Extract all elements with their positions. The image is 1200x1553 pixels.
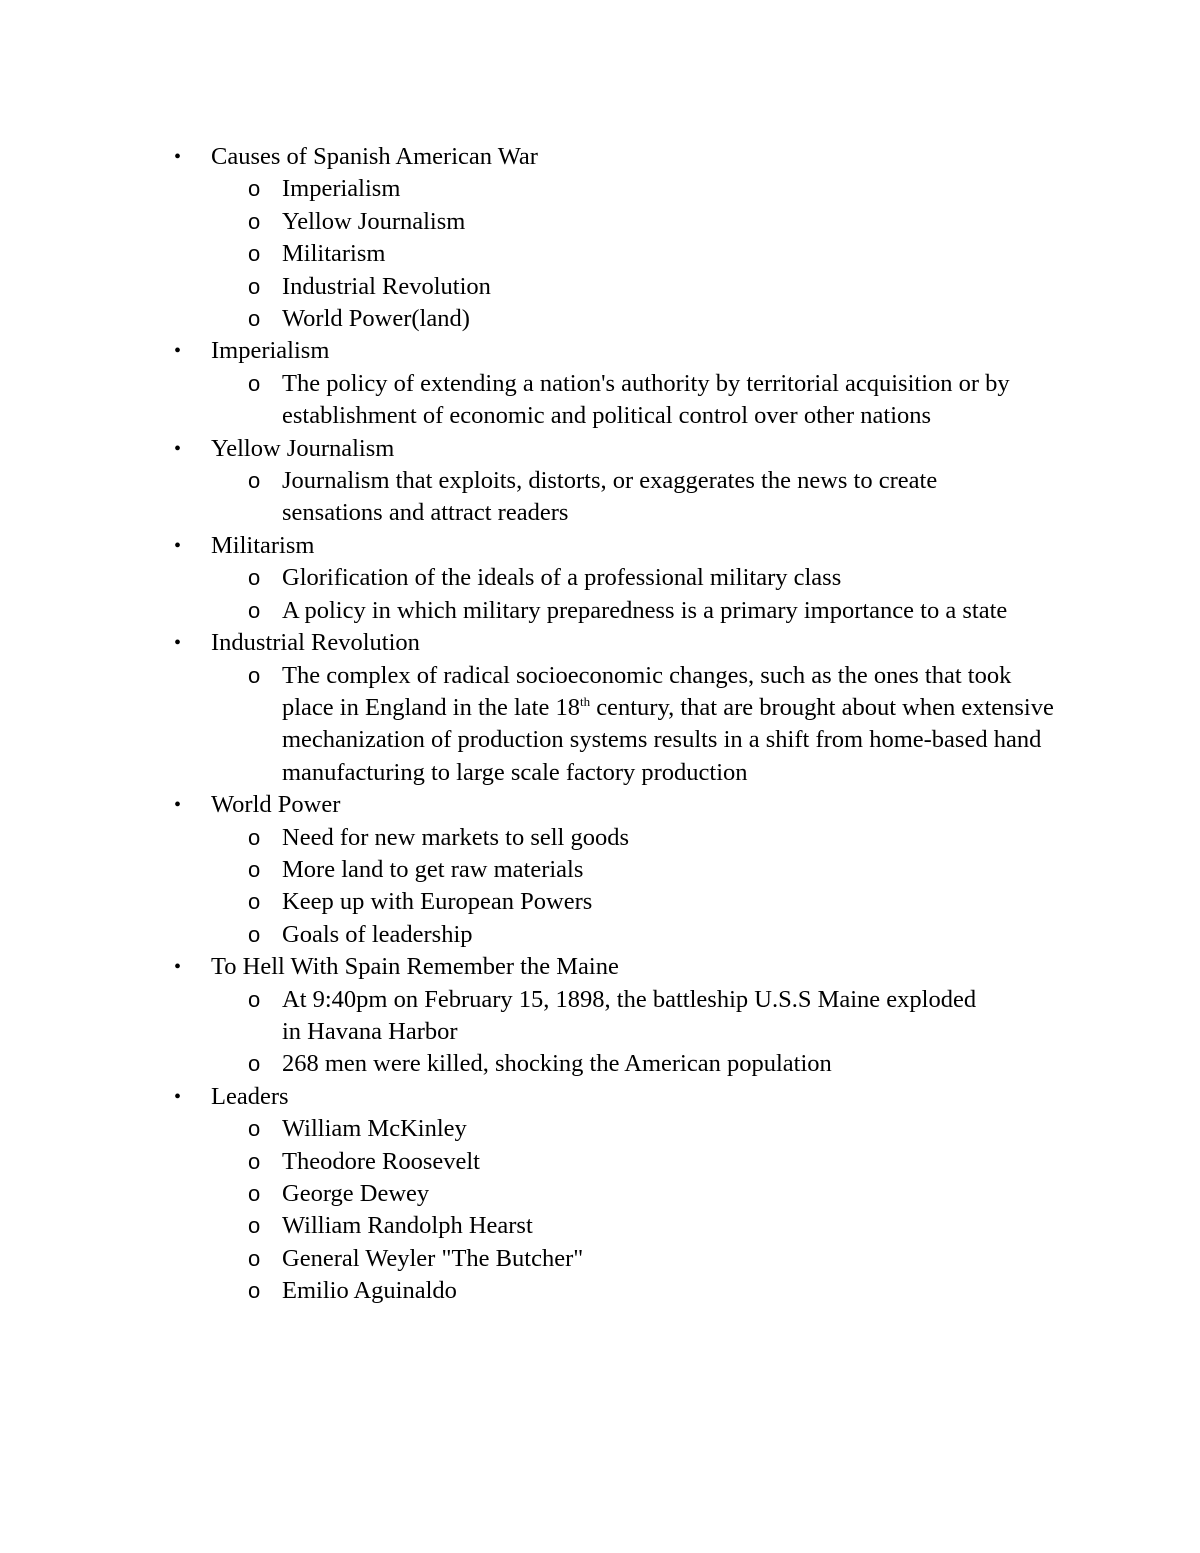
sub-item-text (282, 662, 1054, 786)
sub-item (172, 919, 1072, 951)
sub-item-text: William Randolph Hearst (282, 1212, 533, 1240)
sub-item-text: Militarism (282, 240, 386, 268)
definition-text-start: The complex of radical socioeconomic changes, such as the ones that took place in England in the late 18 (282, 661, 1012, 721)
sub-item-text: Yellow Journalism (282, 207, 466, 235)
item-label: World Power (211, 791, 341, 819)
circle-bullet-icon: o (248, 370, 261, 396)
sub-item (172, 562, 1072, 594)
sub-item-text: Journalism that exploits, distorts, or exaggerates the news to create sensations and attract readers (282, 467, 938, 527)
sub-item (172, 465, 1027, 530)
outline-item-militarism (172, 530, 1072, 627)
sub-item (172, 1146, 1072, 1178)
circle-bullet-icon: o (248, 824, 261, 850)
sub-item (172, 271, 1072, 303)
definition-text-end: century, that are brought about when extensive mechanization of production systems results in a shift from home-based hand manufacturing to large scale factory production (282, 693, 1054, 786)
sub-item (172, 1113, 1072, 1145)
sub-item (172, 1275, 1072, 1307)
outline-item-causes (172, 141, 1072, 335)
sub-item (172, 368, 1052, 433)
outline-item-yellow-journalism (172, 433, 1072, 530)
circle-bullet-icon: o (248, 241, 261, 267)
circle-bullet-icon: o (248, 889, 261, 915)
sub-item (172, 303, 1072, 335)
bullet-icon: • (174, 340, 182, 363)
circle-bullet-icon: o (248, 1245, 261, 1271)
circle-bullet-icon: o (248, 208, 261, 234)
sub-item-text: Goals of leadership (282, 920, 473, 948)
sub-item-text: More land to get raw materials (282, 855, 584, 883)
circle-bullet-icon: o (248, 662, 261, 688)
bullet-icon: • (174, 1085, 182, 1108)
sub-item (172, 173, 1072, 205)
sub-item-text: World Power(land) (282, 305, 470, 333)
sub-item (172, 595, 1052, 627)
bullet-icon: • (174, 794, 182, 817)
sub-item-text: A policy in which military preparedness is a primary importance to a state (282, 596, 1008, 624)
sub-item (172, 1210, 1072, 1242)
circle-bullet-icon: o (248, 1051, 261, 1077)
circle-bullet-icon: o (248, 1148, 261, 1174)
ordinal-superscript: th (579, 693, 591, 709)
circle-bullet-icon: o (248, 1278, 261, 1304)
circle-bullet-icon: o (248, 565, 261, 591)
sub-item (172, 206, 1072, 238)
sub-item-text: 268 men were killed, shocking the American population (282, 1050, 832, 1078)
circle-bullet-icon: o (248, 468, 261, 494)
sub-item (172, 1178, 1072, 1210)
circle-bullet-icon: o (248, 176, 261, 202)
bullet-icon: • (174, 437, 182, 460)
item-label: Causes of Spanish American War (211, 143, 538, 170)
circle-bullet-icon: o (248, 856, 261, 882)
bullet-icon: • (174, 534, 182, 557)
sub-item (172, 854, 1072, 886)
circle-bullet-icon: o (248, 273, 261, 299)
sub-item-text: The policy of extending a nation's authority by territorial acquisition or by establishment of economic and political control over other nations (282, 369, 1010, 430)
sub-item-text: Theodore Roosevelt (282, 1147, 480, 1175)
circle-bullet-icon: o (248, 597, 261, 623)
sub-item-text: George Dewey (282, 1180, 430, 1207)
bullet-icon: • (174, 146, 182, 168)
bullet-outline (172, 141, 1072, 1308)
item-label: To Hell With Spain Remember the Maine (211, 953, 619, 981)
bullet-icon: • (174, 956, 182, 979)
sub-item (172, 984, 982, 1049)
outline-item-imperialism (172, 335, 1072, 432)
item-label: Yellow Journalism (211, 434, 395, 462)
sub-item (172, 1048, 1072, 1080)
sub-item-text: William McKinley (282, 1115, 467, 1143)
circle-bullet-icon: o (248, 1181, 261, 1206)
sub-item (172, 1243, 1072, 1275)
circle-bullet-icon: o (248, 306, 261, 332)
sub-item (172, 238, 1072, 270)
sub-item-text: Need for new markets to sell goods (282, 823, 629, 851)
circle-bullet-icon: o (248, 986, 261, 1012)
circle-bullet-icon: o (248, 1213, 261, 1239)
sub-item-text: At 9:40pm on February 15, 1898, the battleship U.S.S Maine exploded in Havana Harbor (282, 985, 977, 1045)
sub-item (172, 660, 1057, 790)
sub-item-text: Glorification of the ideals of a professional military class (282, 564, 842, 592)
item-label: Imperialism (211, 337, 330, 365)
item-label: Militarism (211, 531, 315, 559)
circle-bullet-icon: o (248, 921, 261, 947)
sub-item-text: Industrial Revolution (282, 272, 491, 300)
bullet-icon: • (174, 632, 182, 655)
sub-item-text: Emilio Aguinaldo (282, 1277, 457, 1305)
outline-item-industrial-revolution (172, 627, 1072, 789)
item-label: Industrial Revolution (211, 629, 420, 657)
sub-item-text: Keep up with European Powers (282, 888, 593, 916)
outline-item-leaders (172, 1081, 1072, 1308)
outline-item-remember-the-maine (172, 951, 1072, 1081)
sub-item-text: Imperialism (282, 175, 401, 203)
circle-bullet-icon: o (248, 1116, 261, 1142)
sub-item (172, 886, 1072, 918)
sub-item-text: General Weyler "The Butcher" (282, 1244, 584, 1272)
item-label: Leaders (211, 1082, 289, 1110)
sub-item (172, 822, 1072, 854)
outline-item-world-power (172, 789, 1072, 951)
